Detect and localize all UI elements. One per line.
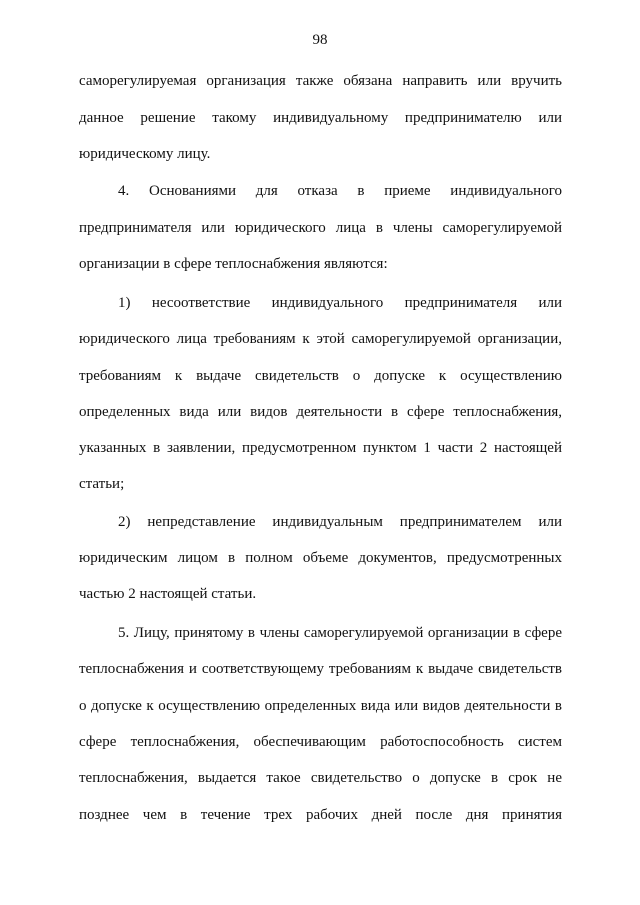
page-number: 98 <box>312 32 328 48</box>
text-line: сфере теплоснабжения, обеспечивающим работоспособность систем <box>79 734 562 750</box>
text-line: организации в сфере теплоснабжения являются: <box>79 256 388 272</box>
text-line: позднее чем в течение трех рабочих дней после дня принятия <box>79 807 562 823</box>
text-line: юридическим лицом в полном объеме документов, предусмотренных <box>79 550 562 566</box>
text-line: предпринимателя или юридического лица в члены саморегулируемой <box>79 220 562 236</box>
text-line: юридическому лицу. <box>79 146 211 162</box>
text-line: теплоснабжения, выдается такое свидетельство о допуске в срок не <box>79 770 562 786</box>
text-line: указанных в заявлении, предусмотренном пунктом 1 части 2 настоящей <box>79 440 562 456</box>
text-line: 5. Лицу, принятому в члены саморегулируемой организации в сфере <box>118 625 562 641</box>
text-line: определенных вида или видов деятельности в сфере теплоснабжения, <box>79 404 562 420</box>
text-line: саморегулируемая организация также обязана направить или вручить <box>79 73 562 89</box>
text-line: юридического лица требованиям к этой саморегулируемой организации, <box>79 331 562 347</box>
text-line: теплоснабжения и соответствующему требованиям к выдаче свидетельств <box>79 661 562 677</box>
text-line: о допуске к осуществлению определенных вида или видов деятельности в <box>79 698 562 714</box>
text-line: данное решение такому индивидуальному предпринимателю или <box>79 110 562 126</box>
text-line: требованиям к выдаче свидетельств о допуске к осуществлению <box>79 368 562 384</box>
text-line: частью 2 настоящей статьи. <box>79 586 257 602</box>
text-line: 1) несоответствие индивидуального предпринимателя или <box>118 295 562 311</box>
text-line: статьи; <box>79 476 125 492</box>
text-line: 4. Основаниями для отказа в приеме индивидуального <box>118 183 562 199</box>
text-line: 2) непредставление индивидуальным предпринимателем или <box>118 514 562 530</box>
